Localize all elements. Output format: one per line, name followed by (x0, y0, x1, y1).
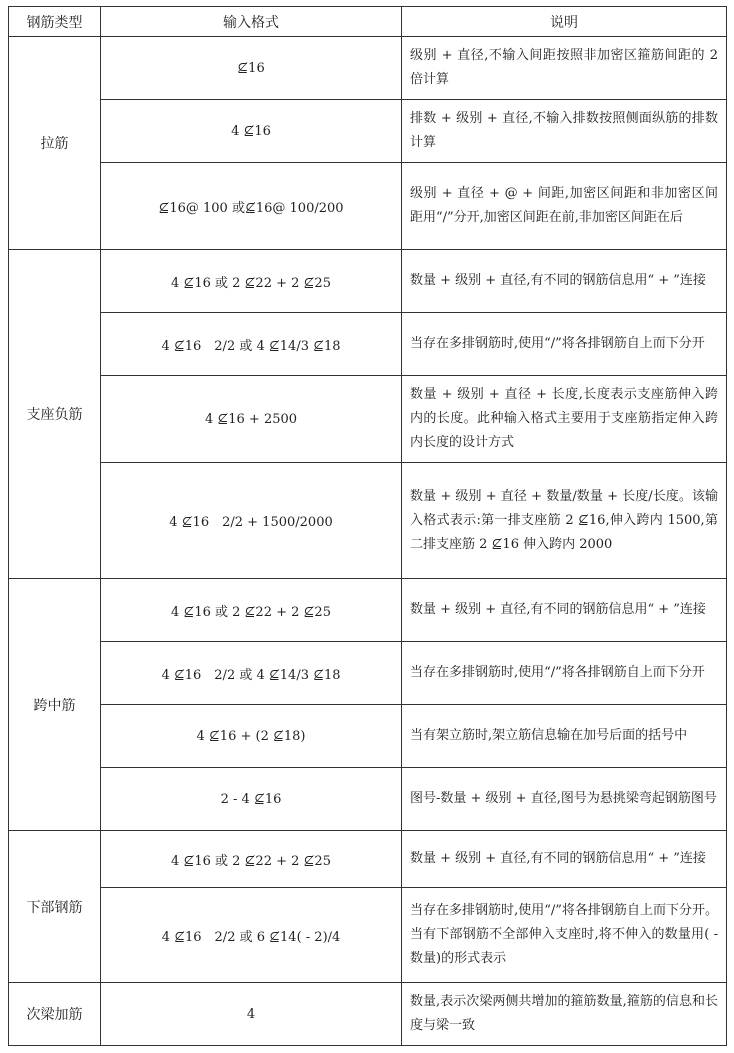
description-cell: 排数 + 级别 + 直径,不输入排数按照侧面纵筋的排数计算 (402, 100, 727, 163)
description-cell: 当存在多排钢筋时,使用“/”将各排钢筋自上而下分开。当有下部钢筋不全部伸入支座时,将不伸入的数量用( - 数量)的形式表示 (402, 888, 727, 983)
format-cell: 4 ⊈16 或 2 ⊈22 + 2 ⊈25 (101, 579, 402, 642)
description-cell: 数量 + 级别 + 直径,有不同的钢筋信息用“ + ”连接 (402, 250, 727, 313)
header-rebar-type: 钢筋类型 (9, 7, 101, 37)
description-cell: 数量,表示次梁两侧共增加的箍筋数量,箍筋的信息和长度与梁一致 (402, 983, 727, 1046)
rebar-type-cell: 跨中筋 (9, 579, 101, 831)
table-row (9, 888, 727, 983)
table-row (9, 250, 727, 313)
description-cell: 级别 + 直径,不输入间距按照非加密区箍筋间距的 2 倍计算 (402, 37, 727, 100)
format-cell: 4 ⊈16 或 2 ⊈22 + 2 ⊈25 (101, 831, 402, 888)
format-cell: ⊈16 (101, 37, 402, 100)
format-cell: 4 ⊈16 (101, 100, 402, 163)
table-row (9, 642, 727, 705)
format-cell: 4 ⊈16 2/2 或 4 ⊈14/3 ⊈18 (101, 642, 402, 705)
format-cell: 4 ⊈16 2/2 或 6 ⊈14( - 2)/4 (101, 888, 402, 983)
header-row (9, 7, 727, 37)
rebar-input-format-table (8, 6, 727, 1046)
header-input-format: 输入格式 (101, 7, 402, 37)
rebar-type-cell: 支座负筋 (9, 250, 101, 579)
table-row (9, 983, 727, 1046)
table-row (9, 100, 727, 163)
description-cell: 当有架立筋时,架立筋信息输在加号后面的括号中 (402, 705, 727, 768)
description-cell: 数量 + 级别 + 直径,有不同的钢筋信息用“ + ”连接 (402, 579, 727, 642)
table-row (9, 313, 727, 376)
description-cell: 图号-数量 + 级别 + 直径,图号为悬挑梁弯起钢筋图号 (402, 768, 727, 831)
format-cell: 4 ⊈16 + (2 ⊈18) (101, 705, 402, 768)
description-cell: 数量 + 级别 + 直径,有不同的钢筋信息用“ + ”连接 (402, 831, 727, 888)
rebar-type-cell: 下部钢筋 (9, 831, 101, 983)
description-cell: 级别 + 直径 + @ + 间距,加密区间距和非加密区间距用“/”分开,加密区间距在前,非加密区间距在后 (402, 163, 727, 250)
header-description: 说明 (402, 7, 727, 37)
format-cell: ⊈16@ 100 或⊈16@ 100/200 (101, 163, 402, 250)
table-row (9, 768, 727, 831)
table-row (9, 376, 727, 463)
description-cell: 当存在多排钢筋时,使用“/”将各排钢筋自上而下分开 (402, 313, 727, 376)
table-row (9, 163, 727, 250)
format-cell: 2 - 4 ⊈16 (101, 768, 402, 831)
description-cell: 数量 + 级别 + 直径 + 长度,长度表示支座筋伸入跨内的长度。此种输入格式主要用于支座筋指定伸入跨内长度的设计方式 (402, 376, 727, 463)
format-cell: 4 ⊈16 2/2 + 1500/2000 (101, 463, 402, 579)
description-cell: 数量 + 级别 + 直径 + 数量/数量 + 长度/长度。该输入格式表示:第一排支座筋 2 ⊈16,伸入跨内 1500,第二排支座筋 2 ⊈16 伸入跨内 2000 (402, 463, 727, 579)
table-row (9, 37, 727, 100)
format-cell: 4 (101, 983, 402, 1046)
format-cell: 4 ⊈16 2/2 或 4 ⊈14/3 ⊈18 (101, 313, 402, 376)
table-row (9, 579, 727, 642)
table-row (9, 831, 727, 888)
table-row (9, 705, 727, 768)
description-cell: 当存在多排钢筋时,使用“/”将各排钢筋自上而下分开 (402, 642, 727, 705)
rebar-type-cell: 次梁加筋 (9, 983, 101, 1046)
table-row (9, 463, 727, 579)
format-cell: 4 ⊈16 + 2500 (101, 376, 402, 463)
rebar-type-cell: 拉筋 (9, 37, 101, 250)
format-cell: 4 ⊈16 或 2 ⊈22 + 2 ⊈25 (101, 250, 402, 313)
